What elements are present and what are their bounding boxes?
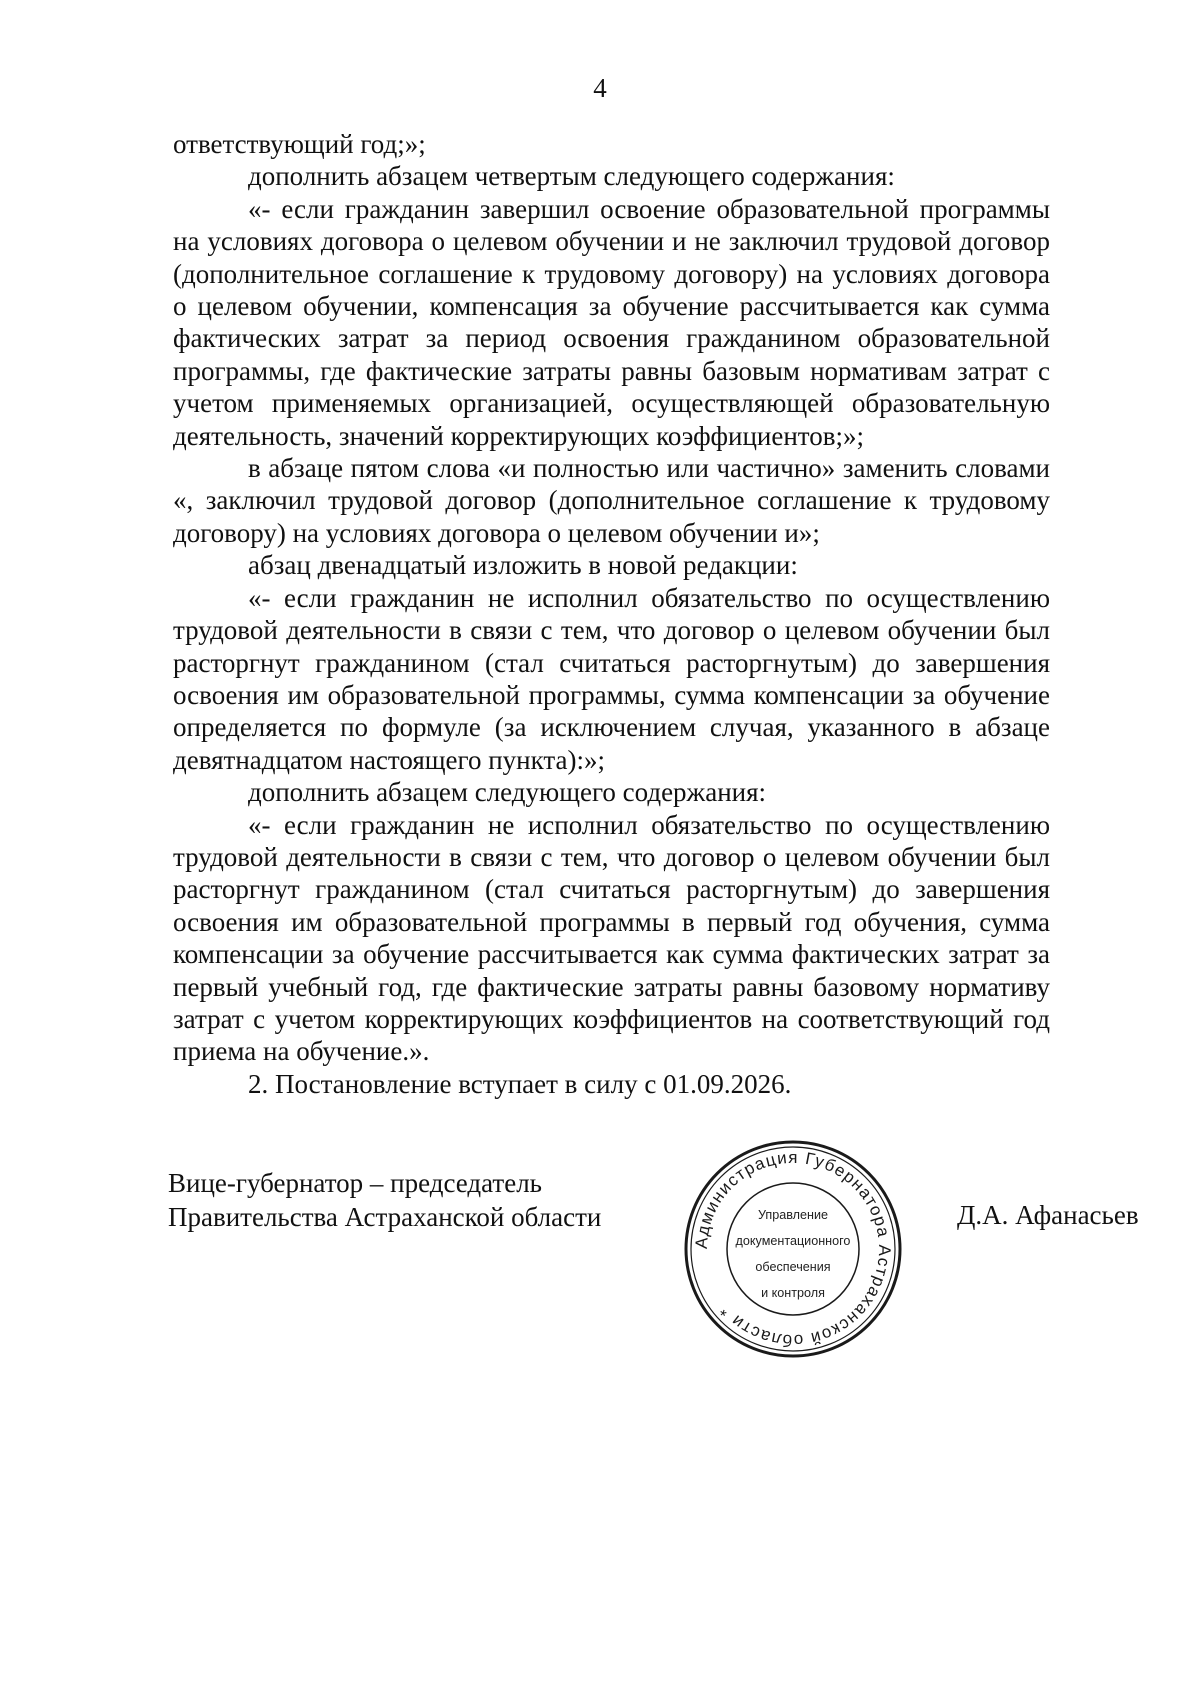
signatory-name: Д.А. Афанасьев xyxy=(957,1200,1139,1230)
paragraph: в абзаце пятом слова «и полностью или частично» заменить словами «, заключил трудовой договор (дополнительное соглашение к трудовому договору) на условиях договора о целевом обучении и»; xyxy=(173,453,1050,548)
signatory-position-line: Правительства Астраханской области xyxy=(168,1202,602,1232)
paragraph: дополнить абзацем следующего содержания: xyxy=(248,777,767,808)
paragraph: «- если гражданин завершил освоение образовательной программы на условиях договора о целевом обучении и не заключил трудовой договор (дополнительное соглашение к трудовому договору) на условиях договора о целевом обучении, компенсация за обучение рассчитывается как сумма фактических затрат за период освоения гражданином образовательной программы, где фактические затраты равны базовым нормативам затрат с учетом применяемых организацией, осуществляющей образовательную деятельность, значений корректирующих коэффициентов;»; xyxy=(173,193,1050,451)
stamp-center-text xyxy=(735,1201,851,1307)
signatory-position-line: Вице-губернатор – председатель xyxy=(168,1168,542,1198)
signatory-position xyxy=(168,1166,601,1234)
paragraph: абзац двенадцатый изложить в новой редакции: xyxy=(248,550,798,581)
stamp-line: обеспечения xyxy=(755,1260,831,1274)
paragraph: 2. Постановление вступает в силу с 01.09.2026. xyxy=(248,1068,792,1099)
official-stamp xyxy=(682,1138,904,1360)
paragraph: ответствующий год;»; xyxy=(173,129,426,159)
stamp-line: Управление xyxy=(757,1208,828,1222)
paragraph: дополнить абзацем четвертым следующего содержания: xyxy=(248,161,895,192)
paragraph: «- если гражданин не исполнил обязательство по осуществлению трудовой деятельности в связи с тем, что договор о целевом обучении был расторгнут гражданином (стал считаться расторгнутым) до завершения освоения им образовательной программы в первый год обучения, сумма компенсации за обучение рассчитывается как сумма фактических затрат за первый учебный год, где фактические затраты равны базовому нормативу затрат с учетом корректирующих коэффициентов на соответствующий год приема на обучение.». xyxy=(173,809,1050,1067)
stamp-line: и контроля xyxy=(761,1286,825,1300)
page-number: 4 xyxy=(593,73,607,103)
svg-text:Администрация Губернатора Астр: Администрация Губернатора Астраханской области * xyxy=(691,1147,895,1351)
paragraph: «- если гражданин не исполнил обязательство по осуществлению трудовой деятельности в связи с тем, что договор о целевом обучении был расторгнут гражданином (стал считаться расторгнутым) до завершения освоения им образовательной программы, сумма компенсации за обучение определяется по формуле (за исключением случая, указанного в абзаце девятнадцатом настоящего пункта):»; xyxy=(173,582,1050,775)
stamp-line: документационного xyxy=(735,1234,851,1248)
